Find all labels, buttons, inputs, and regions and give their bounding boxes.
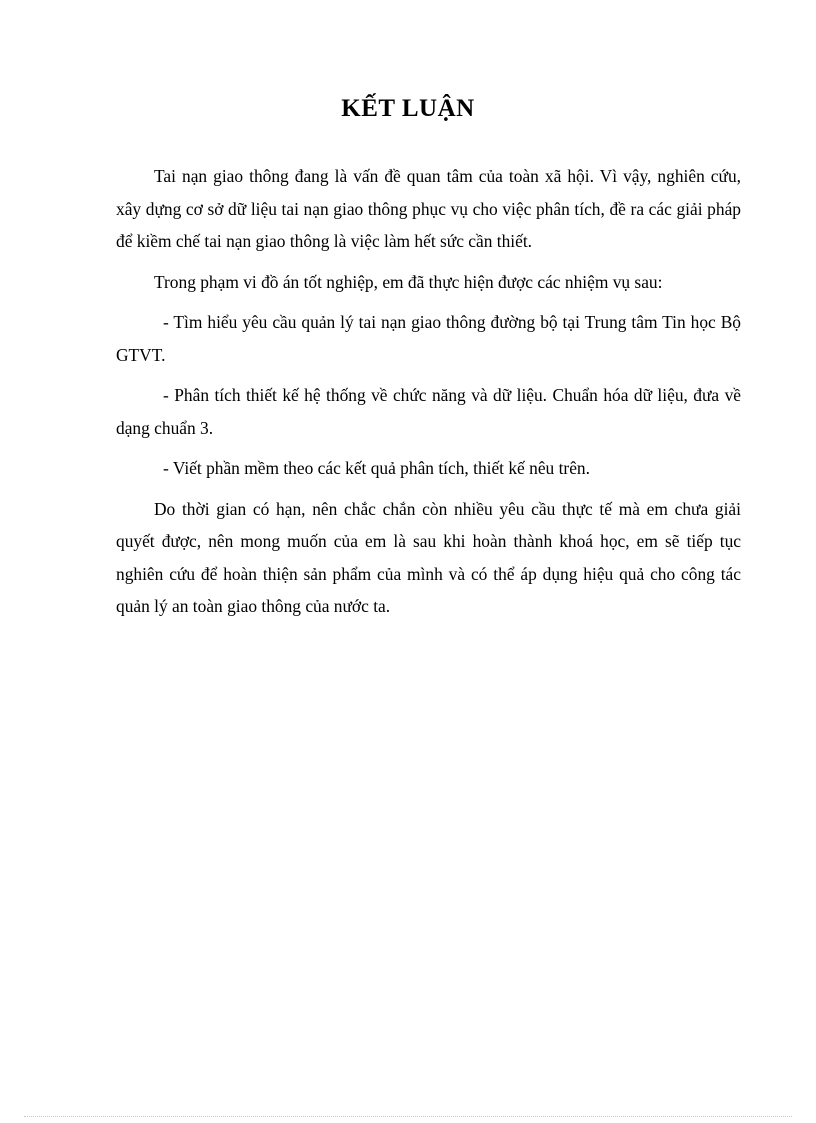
list-item-software: - Viết phần mềm theo các kết quả phân tích, thiết kế nêu trên. (163, 458, 590, 478)
paragraph-closing: Do thời gian có hạn, nên chắc chắn còn nhiều yêu cầu thực tế mà em chưa giải quyết được, nên mong muốn của em là sau khi hoàn thành khoá học, em sẽ tiếp tục nghiên cứu để hoàn thiện sản phẩm của mình và có thể áp dụng hiệu quả cho công tác quản lý an toàn giao thông của nước ta. (116, 498, 741, 616)
conclusion-body (116, 160, 741, 631)
page-bottom-divider (24, 1116, 792, 1117)
paragraph-intro: Tai nạn giao thông đang là vấn đề quan tâm của toàn xã hội. Vì vậy, nghiên cứu, xây dựng cơ sở dữ liệu tai nạn giao thông phục vụ cho việc phân tích, đề ra các giải pháp để kiềm chế tai nạn giao thông là việc làm hết sức cần thiết. (116, 166, 741, 251)
page-title: KẾT LUẬN (341, 95, 475, 122)
paragraph-scope: Trong phạm vi đồ án tốt nghiệp, em đã thực hiện được các nhiệm vụ sau: (154, 271, 663, 292)
list-item-requirements: - Tìm hiểu yêu cầu quản lý tai nạn giao thông đường bộ tại Trung tâm Tin học Bộ GTVT. (116, 312, 741, 365)
list-item-analysis: - Phân tích thiết kế hệ thống về chức năng và dữ liệu. Chuẩn hóa dữ liệu, đưa về dạng chuẩn 3. (116, 385, 741, 438)
